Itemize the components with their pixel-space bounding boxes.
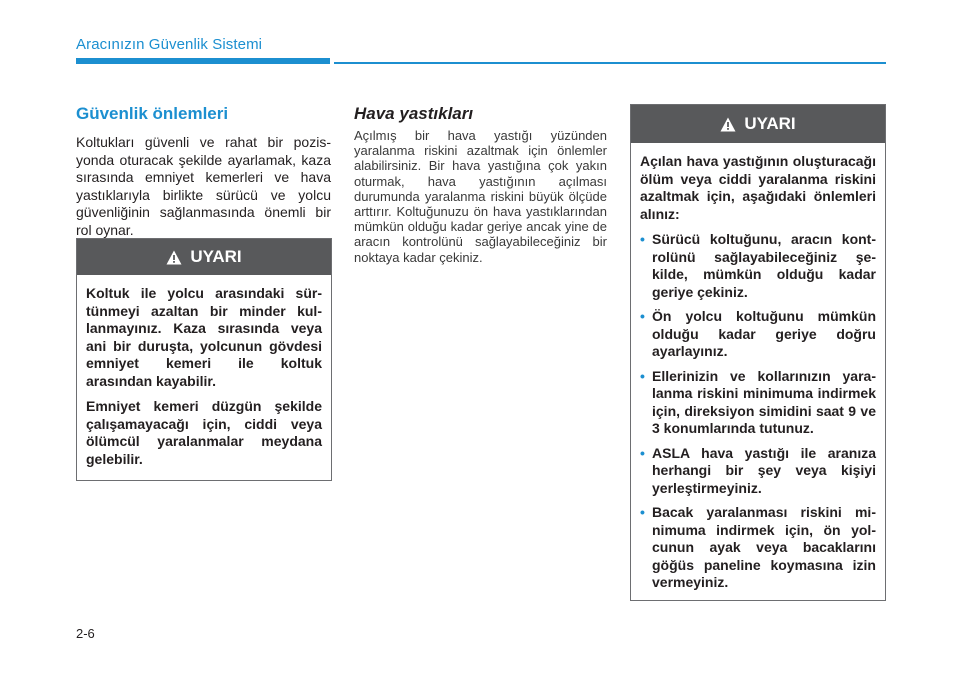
warning-title: UYARI: [190, 247, 242, 266]
heading-safety-precautions: Güvenlik önlemleri: [76, 104, 229, 123]
warning-title: UYARI: [744, 114, 796, 133]
warning-header: [77, 239, 331, 275]
bullet-dot-icon: •: [640, 367, 645, 384]
column-safety-precautions: [76, 104, 331, 240]
warning-box-cushion: [76, 238, 332, 481]
heading-airbags: Hava yastıkları: [354, 104, 474, 123]
warning-triangle-icon: [166, 250, 182, 265]
warning-bullet-list: [640, 231, 876, 592]
list-item: • Bacak yaralanması riskini minimuma indirmek için, ön yolcunun ayak veya bacaklarını göğüs paneline koymasına izin vermeyiniz.: [640, 504, 876, 590]
warning-text-1: Koltuk ile yolcu arasındaki sürtünmeyi azaltan bir minder kullanmayınız. Kaza sırasında veya ani bir duruşta, yolcunun gövdesi emniyet kemeri ile koltuk arasından kayabilir.: [86, 285, 322, 389]
list-item: • Ellerinizin ve kollarınızın yaralanma riskini minimuma indirmek için, direksiyon simidini saat 9 ve 3 konumlarında tutunuz.: [640, 367, 876, 436]
column-airbags: [354, 104, 607, 265]
header-rule: [334, 62, 886, 64]
list-item: • Ön yolcu koltuğunu mümkün olduğu kadar geriye doğru ayarlayınız.: [640, 308, 876, 359]
bullet-dot-icon: •: [640, 231, 645, 247]
list-item: • Sürücü koltuğunu, aracın kontrolünü sağlayabileceğiniz şekilde, mümkün olduğu kadar geriye çekiniz.: [640, 231, 876, 300]
warning-intro: Açılan hava yastığının oluşturacağı ölüm veya ciddi yaralanma riskini azaltmak için, aşağıdaki önlemleri alınız:: [640, 153, 876, 222]
warning-text-2: Emniyet kemeri düzgün şekilde çalışamayacağı için, ciddi veya ölümcül yaralanmalar meydana gelebilir.: [86, 398, 322, 467]
list-item: • ASLA hava yastığı ile aranıza herhangi bir şey veya kişiyi yerleştirmeyiniz.: [640, 444, 876, 496]
section-title: Aracınızın Güvenlik Sistemi: [76, 36, 263, 53]
bullet-dot-icon: •: [640, 444, 645, 461]
bullet-dot-icon: •: [640, 308, 645, 324]
warning-box-airbag: [630, 104, 886, 601]
header-accent-bar: [76, 58, 330, 64]
warning-header: [631, 105, 885, 143]
warning-triangle-icon: [720, 117, 736, 132]
page-number: 2-6: [76, 626, 95, 641]
safety-precautions-text: Koltukları güvenli ve rahat bir pozisyonda oturacak şekilde ayarlamak, kaza sırasında emniyet kemerleri ve hava yastıklarıyla birlikte sürücü ve yolcu güvenliğinin sağlanmasında önemli bir rol oynar.: [76, 134, 331, 238]
bullet-dot-icon: •: [640, 504, 645, 520]
airbags-text: Açılmış bir hava yastığı yüzünden yaralanma riskini azaltmak için önlemler alabilirsiniz. Bir hava yastığına çok yakın oturmak, hava yastığının açılması durumunda yaralanma riskini büyük ölçüde arttırır. Koltuğunuzu ön hava yastıklarından mümkün olduğu kadar geriye ancak yine de aracın kontrolünü sağlayabileceğiniz bir noktaya kadar çekiniz.: [354, 128, 607, 265]
